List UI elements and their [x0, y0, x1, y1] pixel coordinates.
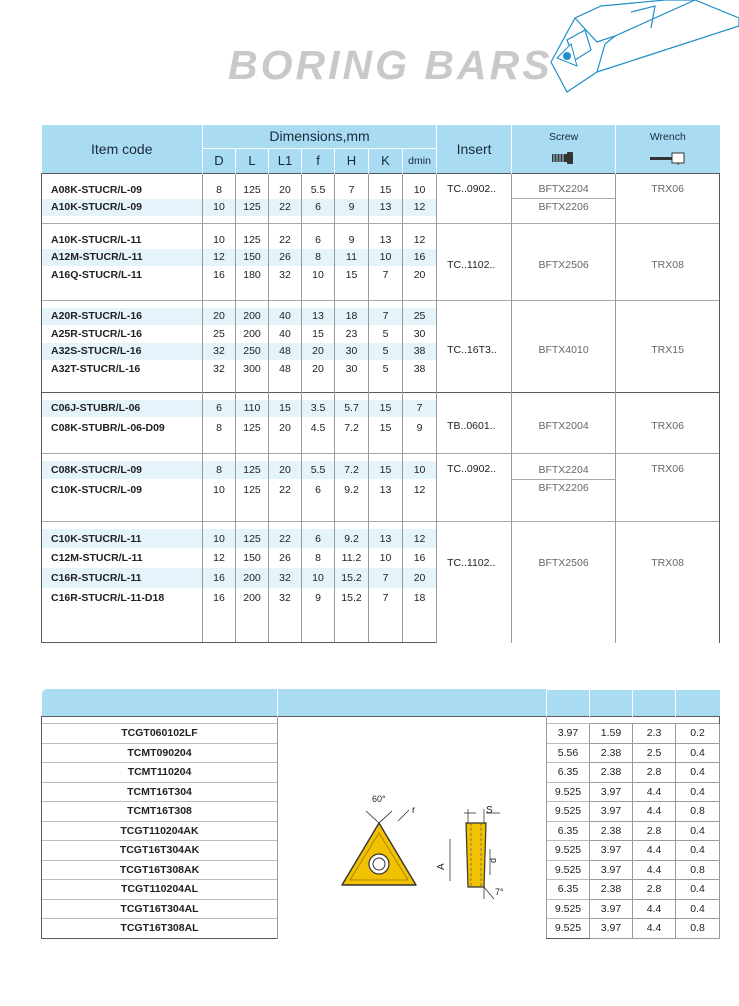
page-title: BORING BARS: [228, 42, 553, 88]
screw-cell: BFTX4010: [512, 308, 616, 393]
header-col-d: D: [203, 148, 236, 173]
header-col-k: K: [369, 148, 403, 173]
wrench-cell: TRX08: [616, 231, 720, 300]
header-col-dmin: dmin: [403, 148, 437, 173]
table-row: TCMT110204 6.35 2.38 2.8 0.4: [42, 763, 720, 783]
table-row: A32T-STUCR/L-16 32 300 48 20 30 5 38: [42, 360, 720, 378]
diagram-clearance-label: 7°: [495, 887, 504, 898]
table-row: C08K-STUCR/L-09 8 125 20 5.5 7.2 15 10 TC..0902.. BFTX2204 TRX06: [42, 461, 720, 479]
screw-cell: BFTX2204: [512, 181, 616, 199]
header-dimensions: Dimensions,mm: [203, 125, 437, 148]
header-insert: Insert: [437, 125, 512, 173]
wrench-icon: [616, 148, 720, 173]
insert-cell: TC..1102..: [437, 529, 512, 643]
wrench-cell: TRX06: [616, 461, 720, 522]
table-row: C08K-STUBR/L-06-D09 8 125 20 4.5 7.2 15 9: [42, 417, 720, 439]
table-row: C12M-STUCR/L-11 12 150 26 8 11.2 10 16: [42, 548, 720, 568]
insert-dimensions-table: [41, 689, 720, 939]
table-row: C10K-STUCR/L-09 10 125 22 6 9.2 13 12 BFTX2206: [42, 479, 720, 501]
table-row: C10K-STUCR/L-11 10 125 22 6 9.2 13 12 TC..1102.. BFTX2506 TRX08: [42, 529, 720, 548]
table-row: A12M-STUCR/L-11 12 150 26 8 11 10 16: [42, 249, 720, 267]
insert-cell: TB..0601..: [437, 400, 512, 454]
insert-cell: TC..1102..: [437, 231, 512, 300]
table-row: TCGT16T304AK 9.525 3.97 4.4 0.4: [42, 841, 720, 861]
table-row: TCGT110204AL 6.35 2.38 2.8 0.4: [42, 880, 720, 900]
diagram-s-label: S: [486, 805, 493, 817]
header-col-l1: L1: [269, 148, 302, 173]
wrench-cell: TRX06: [616, 181, 720, 224]
screw-cell: BFTX2206: [512, 479, 616, 522]
boring-bars-table: [41, 125, 720, 643]
diagram-a-label: A: [436, 863, 447, 871]
table-row: A16Q-STUCR/L-11 16 180 32 10 15 7 20: [42, 266, 720, 284]
table-row: A08K-STUCR/L-09 8 125 20 5.5 7 15 10 TC..0902.. BFTX2204 TRX06: [42, 181, 720, 199]
table-row: TCGT16T308AK 9.525 3.97 4.4 0.8: [42, 860, 720, 880]
table-row: A10K-STUCR/L-11 10 125 22 6 9 13 12 TC..1102.. BFTX2506 TRX08: [42, 231, 720, 249]
wrench-cell: TRX15: [616, 308, 720, 393]
table-row: C06J-STUBR/L-06 6 110 15 3.5 5.7 15 7 TB..0601.. BFTX2004 TRX06: [42, 400, 720, 418]
table-row: A25R-STUCR/L-16 25 200 40 15 23 5 30: [42, 325, 720, 343]
header-col-f: f: [302, 148, 335, 173]
header-wrench: Wrench: [616, 125, 720, 148]
table-row: A10K-STUCR/L-09 10 125 22 6 9 13 12 BFTX2206: [42, 199, 720, 217]
insert-cell: TC..0902..: [437, 461, 512, 522]
table-row: C16R-STUCR/L-11 16 200 32 10 15.2 7 20: [42, 568, 720, 588]
insert-drawing-cell: [278, 724, 547, 939]
wrench-cell: TRX06: [616, 400, 720, 454]
insert-side-view: [466, 823, 486, 887]
screw-cell: BFTX2506: [512, 231, 616, 300]
table-row: A20R-STUCR/L-16 20 200 40 13 18 7 25 TC..16T3.. BFTX4010 TRX15: [42, 308, 720, 326]
insert-cell: TC..16T3..: [437, 308, 512, 393]
header-item-code: Item code: [42, 125, 203, 173]
table-row: TCGT060102LF 60° r A S d 7° 3.97 1.59 2.3 0.2: [42, 724, 720, 744]
boring-bar-illustration: [545, 0, 739, 95]
table-row: C16R-STUCR/L-11-D18 16 200 32 9 15.2 7 18: [42, 588, 720, 608]
screw-cell: BFTX2004: [512, 400, 616, 454]
screw-icon: [512, 148, 616, 173]
table-row: TCGT110204AK 6.35 2.38 2.8 0.4: [42, 821, 720, 841]
header-col-h: H: [335, 148, 369, 173]
insert-diagram: [278, 729, 547, 929]
insert-cell: TC..0902..: [437, 181, 512, 224]
diagram-d-label: d: [488, 858, 498, 864]
header-col-l: L: [236, 148, 269, 173]
table-row: TCGT16T304AL 9.525 3.97 4.4 0.4: [42, 899, 720, 919]
screw-cell: BFTX2204: [512, 461, 616, 479]
table-row: TCGT16T308AL 9.525 3.97 4.4 0.8: [42, 919, 720, 939]
table-row: TCMT16T308 9.525 3.97 4.4 0.8: [42, 802, 720, 822]
screw-cell: BFTX2506: [512, 529, 616, 643]
table-row: A32S-STUCR/L-16 32 250 48 20 30 5 38: [42, 343, 720, 361]
diagram-r-label: r: [412, 805, 416, 817]
header-screw: Screw: [512, 125, 616, 148]
table-row: TCMT090204 5.56 2.38 2.5 0.4: [42, 743, 720, 763]
diagram-angle-label: 60°: [372, 794, 386, 805]
table-row: TCMT16T304 9.525 3.97 4.4 0.4: [42, 782, 720, 802]
wrench-cell: TRX08: [616, 529, 720, 643]
screw-cell: BFTX2206: [512, 199, 616, 224]
